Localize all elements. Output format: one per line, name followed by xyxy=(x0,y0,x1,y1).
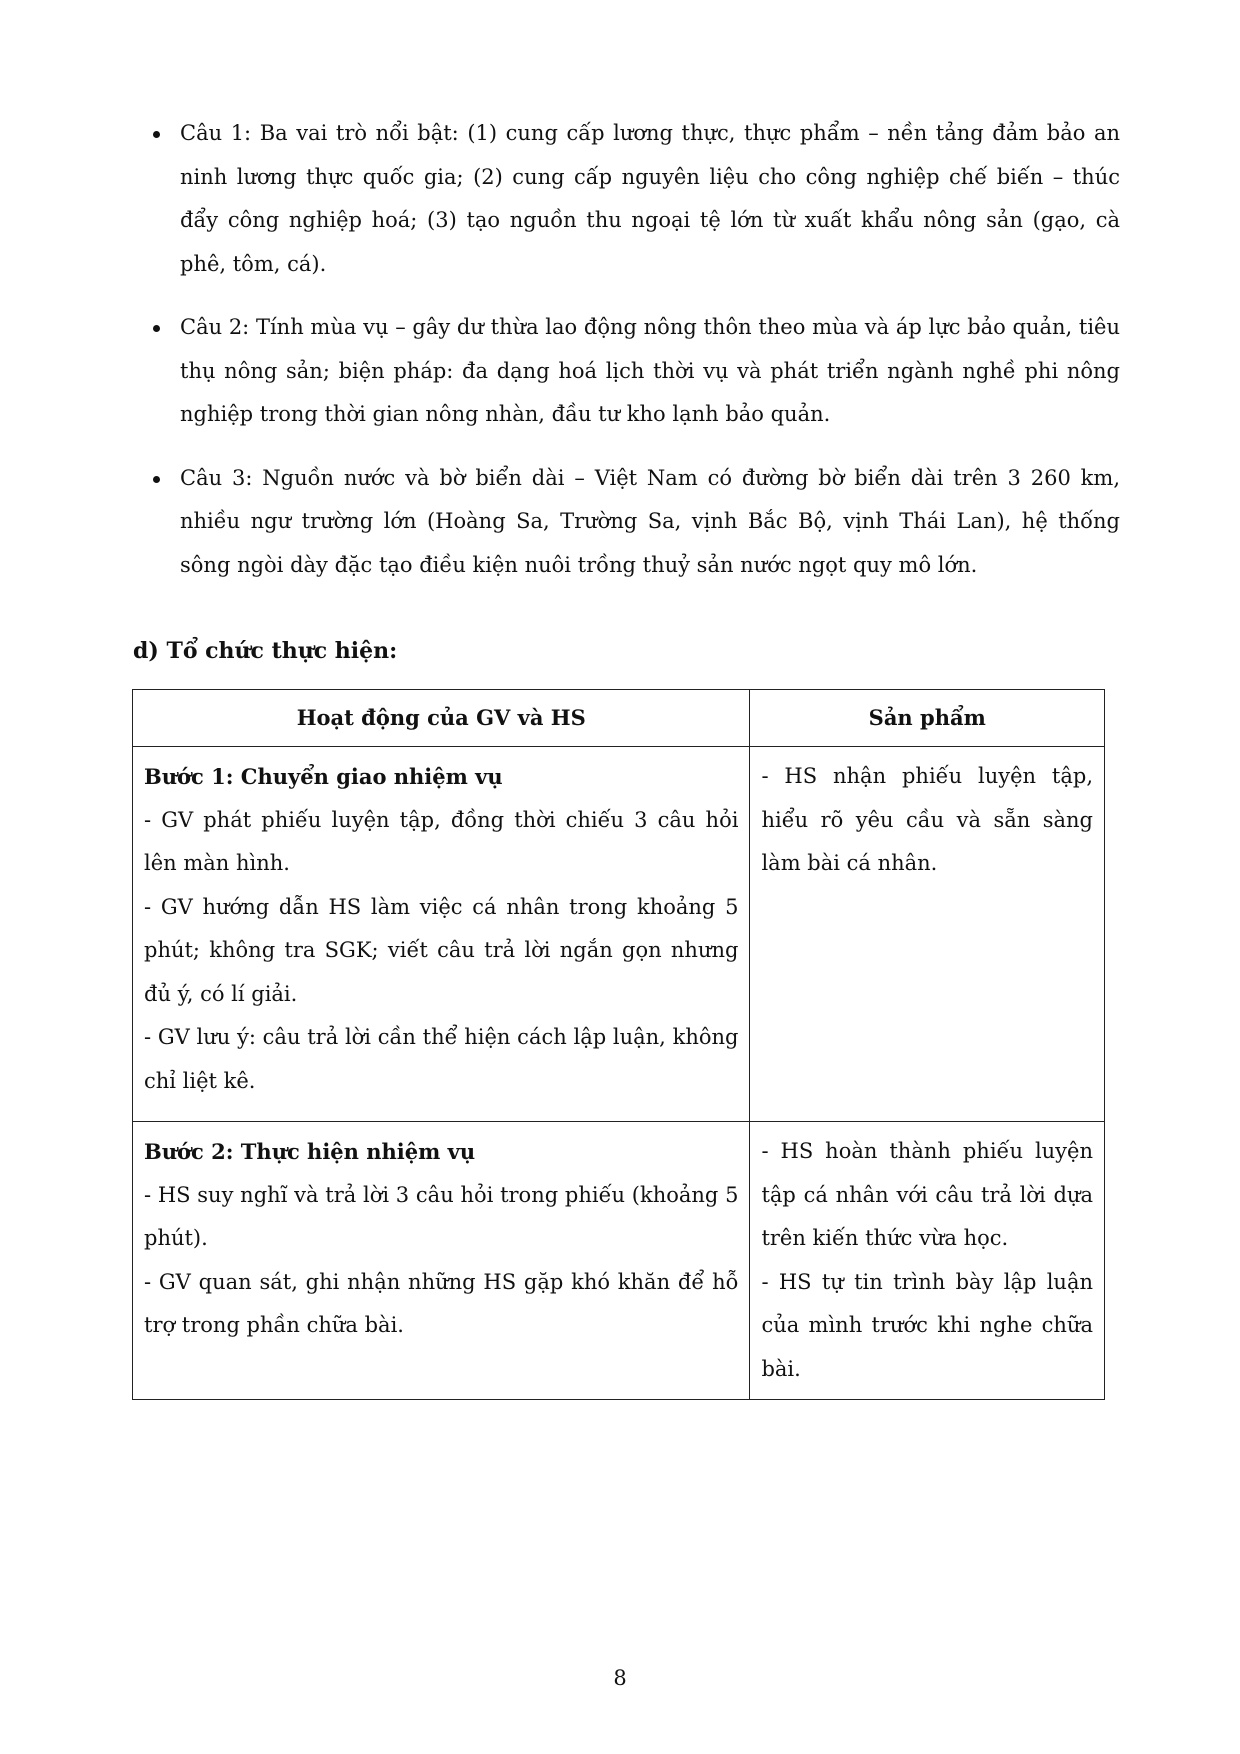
section-heading: d) Tổ chức thực hiện: xyxy=(133,638,398,664)
activity-cell xyxy=(133,747,750,1122)
table-header-row xyxy=(133,690,1105,747)
activity-line: - GV phát phiếu luyện tập, đồng thời chiếu 3 câu hỏi lên màn hình. xyxy=(144,807,739,875)
product-cell xyxy=(750,1122,1105,1400)
answer-item-1 xyxy=(133,112,1120,286)
bullet-icon xyxy=(153,476,160,483)
activity-table xyxy=(132,689,1105,1400)
answer-list xyxy=(133,112,1120,607)
product-line: - HS nhận phiếu luyện tập, hiểu rõ yêu cầu và sẵn sàng làm bài cá nhân. xyxy=(761,764,1093,875)
answer-text: Câu 2: Tính mùa vụ – gây dư thừa lao động nông thôn theo mùa và áp lực bảo quản, tiêu thụ nông sản; biện pháp: đa dạng hoá lịch thời vụ và phát triển ngành nghề phi nông nghiệp trong thời gian nông nhàn, đầu tư kho lạnh bảo quản. xyxy=(180,315,1120,426)
activity-line: - GV quan sát, ghi nhận những HS gặp khó khăn để hỗ trợ trong phần chữa bài. xyxy=(144,1269,739,1337)
step-title: Bước 1: Chuyển giao nhiệm vụ xyxy=(144,764,503,789)
activity-line: - GV lưu ý: câu trả lời cần thể hiện cách lập luận, không chỉ liệt kê. xyxy=(144,1025,739,1093)
table-row xyxy=(133,747,1105,1122)
answer-item-2 xyxy=(133,306,1120,437)
header-product: Sản phẩm xyxy=(750,690,1105,747)
bullet-icon xyxy=(153,325,160,332)
header-activity: Hoạt động của GV và HS xyxy=(133,690,750,747)
step-title: Bước 2: Thực hiện nhiệm vụ xyxy=(144,1139,476,1164)
activity-line: - GV hướng dẫn HS làm việc cá nhân trong khoảng 5 phút; không tra SGK; viết câu trả lời ngắn gọn nhưng đủ ý, có lí giải. xyxy=(144,894,739,1006)
product-line: - HS hoàn thành phiếu luyện tập cá nhân với câu trả lời dựa trên kiến thức vừa học. xyxy=(761,1139,1093,1250)
answer-text: Câu 3: Nguồn nước và bờ biển dài – Việt Nam có đường bờ biển dài trên 3 260 km, nhiều ngư trường lớn (Hoàng Sa, Trường Sa, vịnh Bắc Bộ, vịnh Thái Lan), hệ thống sông ngòi dày đặc tạo điều kiện nuôi trồng thuỷ sản nước ngọt quy mô lớn. xyxy=(180,465,1120,577)
activity-cell xyxy=(133,1122,750,1400)
table-row xyxy=(133,1122,1105,1400)
product-cell xyxy=(750,747,1105,1122)
answer-item-3 xyxy=(133,457,1120,588)
page-number: 8 xyxy=(613,1666,627,1690)
bullet-icon xyxy=(153,131,160,138)
activity-line: - HS suy nghĩ và trả lời 3 câu hỏi trong phiếu (khoảng 5 phút). xyxy=(144,1182,739,1250)
answer-text: Câu 1: Ba vai trò nổi bật: (1) cung cấp lương thực, thực phẩm – nền tảng đảm bảo an ninh lương thực quốc gia; (2) cung cấp nguyên liệu cho công nghiệp chế biến – thúc đẩy công nghiệp hoá; (3) tạo nguồn thu ngoại tệ lớn từ xuất khẩu nông sản (gạo, cà phê, tôm, cá). xyxy=(180,121,1120,276)
product-line: - HS tự tin trình bày lập luận của mình trước khi nghe chữa bài. xyxy=(761,1269,1093,1381)
